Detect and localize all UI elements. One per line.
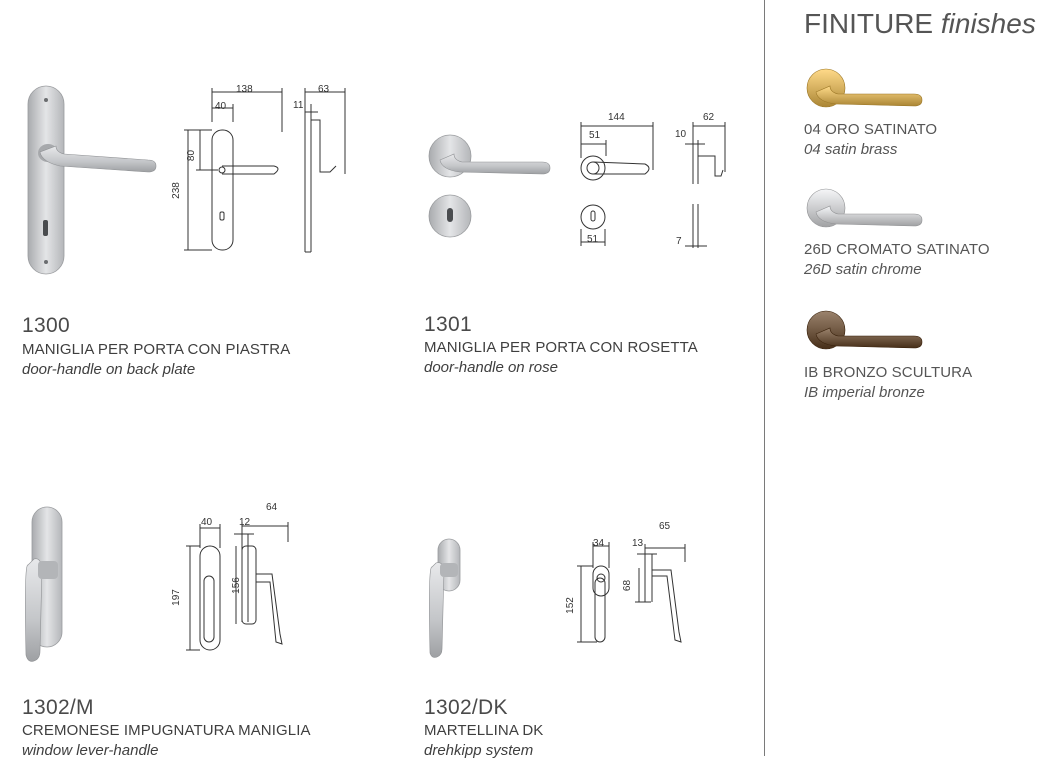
product-name-it-1300: MANIGLIA PER PORTA CON PIASTRA	[22, 341, 291, 358]
product-code-1300: 1300	[22, 314, 70, 337]
product-1300-drawing	[170, 82, 350, 262]
product-name-en-1301: door-handle on rose	[424, 359, 558, 376]
finish-swatch-oro	[806, 66, 926, 112]
dim-1301-esc-depth: 7	[676, 236, 682, 247]
product-name-it-1302m: CREMONESE IMPUGNATURA MANIGLIA	[22, 722, 311, 739]
dim-1301-escutcheon: 51	[587, 234, 599, 245]
product-1301-photo	[424, 134, 554, 244]
dim-1301-depth: 62	[703, 112, 715, 123]
product-1300-photo	[20, 80, 170, 280]
dim-1300-offset: 40	[215, 101, 227, 112]
dim-1302m-width: 40	[201, 517, 213, 528]
dim-1301-plate: 10	[675, 129, 687, 140]
finish-swatch-cromato	[806, 186, 926, 232]
dim-1302dk-height: 152	[564, 597, 576, 614]
product-code-1302dk: 1302/DK	[424, 696, 508, 719]
finish-code-cromato: 26D CROMATO SATINATO	[804, 241, 990, 258]
product-name-en-1302dk: drehkipp system	[424, 742, 534, 759]
dim-1302dk-plate: 13	[632, 538, 644, 549]
finish-code-oro: 04 ORO SATINATO	[804, 121, 938, 138]
column-divider	[764, 0, 765, 756]
product-name-it-1301: MANIGLIA PER PORTA CON ROSETTA	[424, 339, 698, 356]
dim-1300-plate: 11	[293, 100, 304, 111]
product-1302dk-photo	[424, 535, 474, 665]
dim-1300-total-width: 138	[236, 84, 253, 95]
dim-1302m-height: 197	[170, 589, 182, 606]
finishes-title-en: finishes	[940, 8, 1036, 39]
finish-swatch-bronzo	[806, 308, 926, 354]
dim-1302m-depth: 64	[266, 502, 278, 513]
dim-1300-axis: 80	[186, 149, 198, 162]
product-name-en-1302m: window lever-handle	[22, 742, 159, 759]
finish-name-bronzo: IB imperial bronze	[804, 384, 925, 401]
dim-1301-total-width: 144	[608, 112, 625, 123]
product-name-it-1302dk: MARTELLINA DK	[424, 722, 544, 739]
product-name-en-1300: door-handle on back plate	[22, 361, 196, 378]
dim-1302dk-axis: 68	[622, 579, 634, 592]
dim-1300-height: 238	[170, 182, 182, 199]
product-code-1302m: 1302/M	[22, 696, 94, 719]
dim-1302m-axis: 156	[230, 577, 242, 594]
dim-1302dk-width: 34	[593, 538, 605, 549]
dim-1301-rose: 51	[589, 130, 601, 141]
finish-name-oro: 04 satin brass	[804, 141, 898, 158]
finishes-title-it: FINITURE	[804, 8, 934, 39]
product-code-1301: 1301	[424, 313, 472, 336]
finishes-title	[804, 8, 1036, 40]
dim-1302m-plate: 12	[239, 517, 251, 528]
finish-code-bronzo: IB BRONZO SCULTURA	[804, 364, 973, 381]
dim-1300-depth: 63	[318, 84, 330, 95]
finish-name-cromato: 26D satin chrome	[804, 261, 922, 278]
dim-1302dk-depth: 65	[659, 521, 671, 532]
product-1302m-photo	[20, 505, 80, 665]
